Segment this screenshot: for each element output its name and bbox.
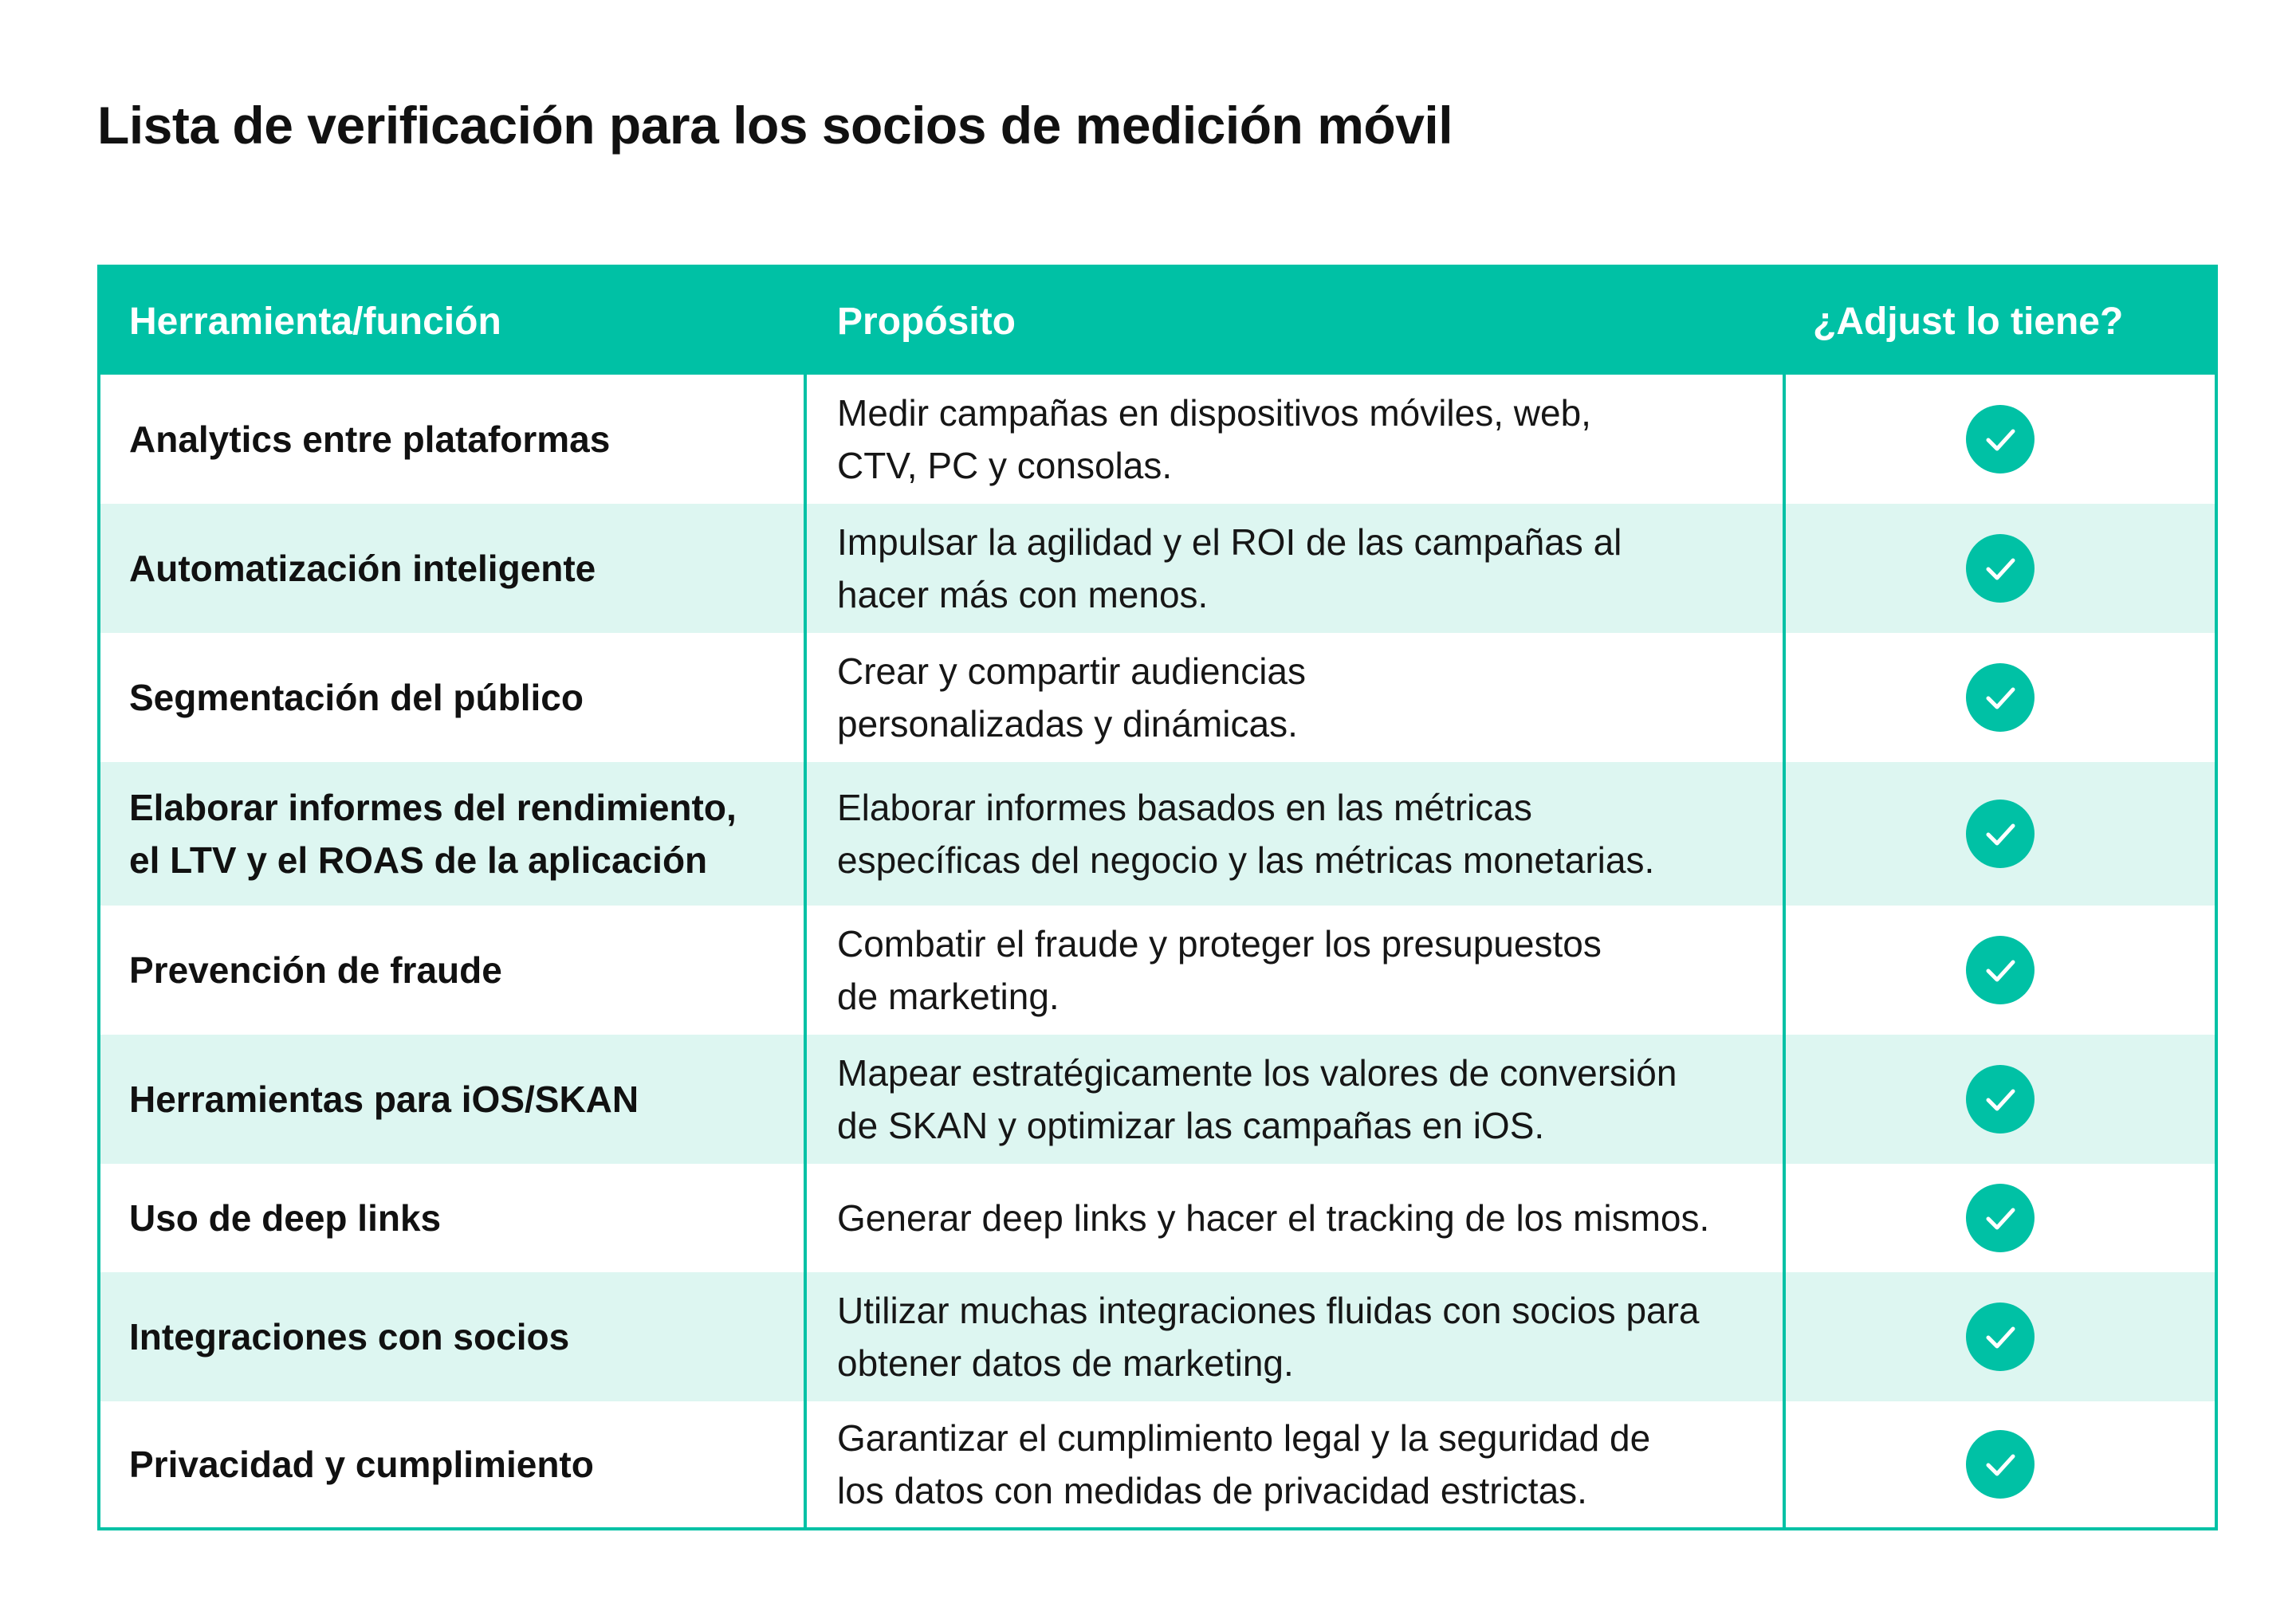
purpose-line: Elaborar informes basados en las métricas [837,787,1532,828]
purpose-line: Combatir el fraude y proteger los presupuestos [837,923,1602,965]
purpose-line: Medir campañas en dispositivos móviles, web, [837,392,1591,434]
purpose-line: Impulsar la agilidad y el ROI de las campañas al [837,521,1622,563]
purpose-cell [807,1272,1786,1401]
check-icon [1966,534,2035,603]
check-icon [1966,800,2035,868]
has-it-cell [1786,906,2215,1035]
feature-line: Uso de deep links [129,1197,442,1239]
feature-cell [100,1401,807,1527]
check-icon [1966,405,2035,473]
has-it-cell [1786,1164,2215,1272]
feature-line: Prevención de fraude [129,949,502,991]
has-it-cell [1786,762,2215,906]
feature-cell [100,1035,807,1164]
check-icon [1966,1184,2035,1252]
has-it-cell [1786,633,2215,762]
table-row [100,1164,2215,1272]
feature-cell [100,906,807,1035]
check-icon [1966,936,2035,1004]
header-purpose: Propósito [837,300,1016,343]
table-row [100,375,2215,504]
has-it-cell [1786,1035,2215,1164]
purpose-cell [807,1164,1786,1272]
feature-line: Elaborar informes del rendimiento, [129,787,737,828]
purpose-line: Garantizar el cumplimiento legal y la seguridad de [837,1417,1651,1459]
table-row [100,1401,2215,1527]
check-icon [1966,1065,2035,1134]
page-title: Lista de verificación para los socios de medición móvil [97,96,1453,155]
feature-cell [100,375,807,504]
feature-line: Analytics entre plataformas [129,418,611,460]
feature-line: Integraciones con socios [129,1316,570,1358]
feature-cell [100,504,807,633]
has-it-cell [1786,504,2215,633]
checklist-table [97,265,2218,1530]
purpose-line: personalizadas y dinámicas. [837,703,1298,745]
purpose-line: CTV, PC y consolas. [837,445,1173,486]
purpose-cell [807,762,1786,906]
check-icon [1966,1430,2035,1499]
feature-cell [100,762,807,906]
feature-line: el LTV y el ROAS de la aplicación [129,839,708,881]
purpose-line: Mapear estratégicamente los valores de conversión [837,1052,1677,1094]
purpose-line: hacer más con menos. [837,574,1209,615]
purpose-cell [807,1035,1786,1164]
purpose-line: obtener datos de marketing. [837,1342,1294,1384]
has-it-cell [1786,1401,2215,1527]
feature-line: Segmentación del público [129,677,584,718]
table-row [100,1272,2215,1401]
table-row [100,633,2215,762]
feature-cell [100,1272,807,1401]
feature-line: Privacidad y cumplimiento [129,1444,594,1485]
feature-cell [100,1164,807,1272]
has-it-cell [1786,1272,2215,1401]
table-row [100,1035,2215,1164]
feature-line: Herramientas para iOS/SKAN [129,1079,639,1120]
purpose-line: de SKAN y optimizar las campañas en iOS. [837,1105,1545,1146]
check-icon [1966,663,2035,732]
purpose-cell [807,375,1786,504]
purpose-line: específicas del negocio y las métricas monetarias. [837,839,1655,881]
purpose-line: Generar deep links y hacer el tracking de los mismos. [837,1197,1710,1239]
purpose-cell [807,906,1786,1035]
table-row [100,906,2215,1035]
purpose-cell [807,1401,1786,1527]
table-header [100,268,2215,375]
table-row [100,762,2215,906]
purpose-cell [807,504,1786,633]
feature-cell [100,633,807,762]
purpose-line: los datos con medidas de privacidad estrictas. [837,1470,1587,1511]
table-body [100,375,2215,1527]
header-has-it: ¿Adjust lo tiene? [1813,300,2124,343]
purpose-cell [807,633,1786,762]
check-icon [1966,1302,2035,1371]
purpose-line: Crear y compartir audiencias [837,650,1307,692]
header-feature: Herramienta/función [129,300,501,343]
purpose-line: de marketing. [837,976,1060,1017]
purpose-line: Utilizar muchas integraciones fluidas con socios para [837,1290,1700,1331]
has-it-cell [1786,375,2215,504]
table-row [100,504,2215,633]
feature-line: Automatización inteligente [129,548,596,589]
